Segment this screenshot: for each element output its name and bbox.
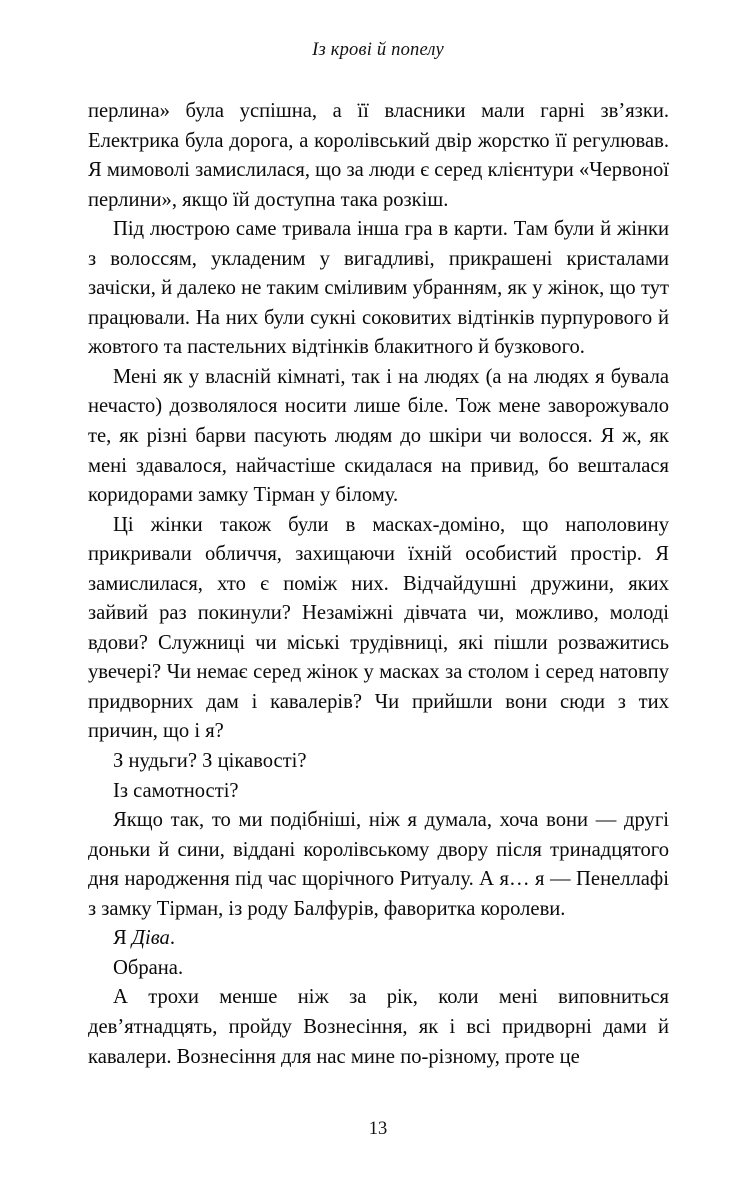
running-head: Із крові й попелу <box>312 40 444 60</box>
paragraph-with-italic <box>88 924 669 954</box>
body-text-block <box>88 97 669 1072</box>
paragraph-text-lead: Я <box>113 927 132 950</box>
paragraph: А трохи менше ніж за рік, коли мені виповниться дев’ятнадцять, пройду Вознесіння, як і всі придворні дами й кавалери. Вознесіння для нас мине по-різному, проте це <box>88 986 669 1068</box>
page-number: 13 <box>368 1119 388 1139</box>
paragraph: Із самотності? <box>113 779 239 802</box>
paragraph: З нудьги? З цікавості? <box>113 750 307 773</box>
paragraph: перлина» була успішна, а її власники мали гарні зв’язки. Електрика була дорога, а королівський двір жорстко її регулював. Я мимоволі замислилася, що за люди є серед клієнтури «Червоної перлини», якщо їй доступна така розкіш. <box>88 100 669 211</box>
paragraph: Мені як у власній кімнаті, так і на людях (а на людях я бувала нечасто) дозволялося носити лише біле. Тож мене заворожувало те, як різні барви пасують людям до шкіри чи волосся. Я ж, як мені здавалося, найчастіше скидалася на привид, бо вешталася коридорами замку Тірман у білому. <box>88 365 669 507</box>
italic-emphasis-diva: Діва <box>131 927 170 950</box>
paragraph: Під люстрою саме тривала інша гра в карти. Там були й жінки з волоссям, укладеним у вигадливі, прикрашені кристалами зачіски, й далеко не таким сміливим убранням, як у жінок, що тут працювали. На них були сукні соковитих відтінків пурпурового й жовтого та пастельних відтінків блакитного й бузкового. <box>88 218 669 359</box>
paragraph-text-tail: . <box>169 927 175 950</box>
paragraph: Якщо так, то ми подібніші, ніж я думала, хоча вони — другі доньки й сини, віддані королівському двору після тринадцятого дня народження під час щорічного Ритуалу. А я… я — Пенеллафі з замку Тірман, із роду Балфурів, фаворитка королеви. <box>88 809 669 920</box>
paragraph: Ці жінки також були в масках-доміно, що наполовину прикривали обличчя, захищаючи їхній особистий простір. Я замислилася, хто є поміж них. Відчайдушні дружини, яких зайвий раз покинули? Незаміжні дівчата чи, можливо, молоді вдови? Служниці чи міські трудівниці, які пішли розважитись увечері? Чи немає серед жінок у масках за столом і серед натовпу придворних дам і кавалерів? Чи прийшли вони сюди з тих причин, що і я? <box>88 513 669 743</box>
paragraph: Обрана. <box>113 956 184 979</box>
